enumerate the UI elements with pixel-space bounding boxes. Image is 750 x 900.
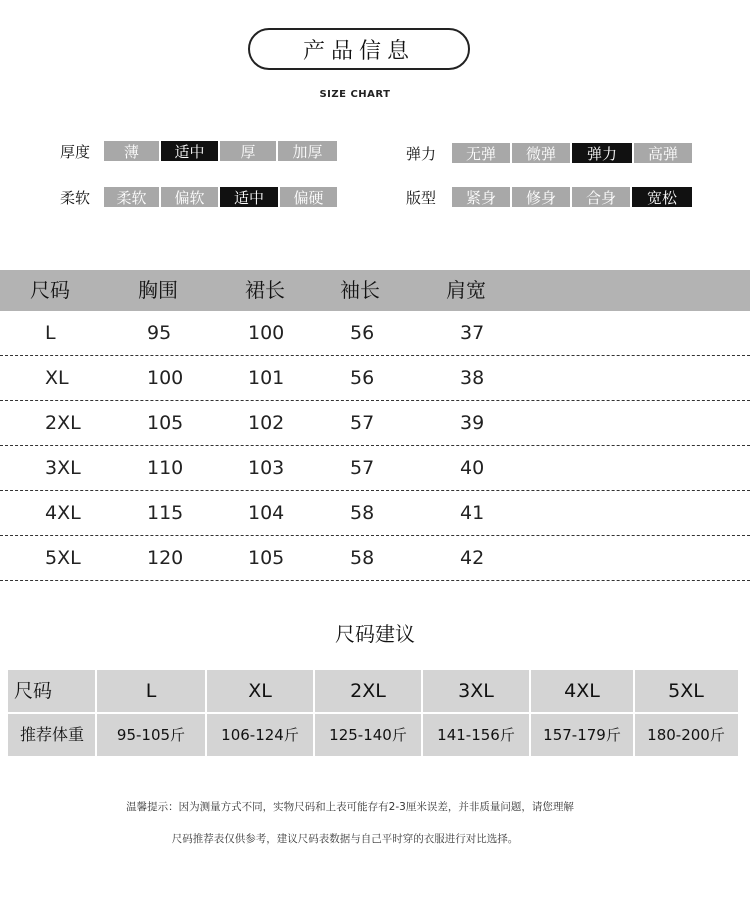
rec-weight-2XL: 125-140斤 (329, 726, 407, 744)
disclaimer-note: 温馨提示：因为测量方式不同，实物尺码和上表可能存有2-3厘米误差，并非质量问题，请您理解 (126, 801, 574, 813)
rec-weight-5XL: 180-200斤 (647, 726, 725, 744)
option-fairly-soft: 偏软 (161, 187, 218, 207)
rec-weight-label: 推荐体重 (19, 725, 84, 744)
rec-size-4XL: 4XL (564, 680, 600, 702)
rec-size-L: L (145, 680, 157, 702)
cell-bust: 100 (147, 367, 184, 389)
rec-weight-row (8, 714, 738, 756)
rec-weight-XL: 106-124斤 (221, 726, 299, 744)
option-stretch-selected: 弹力 (572, 143, 632, 163)
table-row (0, 536, 750, 581)
cell-size: 3XL (45, 457, 81, 479)
option-slim: 修身 (512, 187, 570, 207)
option-thin: 薄 (104, 141, 159, 161)
page-title-text: 产品信息 (302, 38, 415, 64)
cell-sleeve-length: 56 (350, 322, 375, 344)
cell-dress-length: 100 (248, 322, 285, 344)
size-table-header (0, 270, 750, 311)
rec-size-2XL: 2XL (350, 680, 386, 702)
cell-size: 5XL (45, 547, 81, 569)
header-bust: 胸围 (138, 278, 178, 302)
rec-size-label: 尺码 (14, 680, 53, 702)
reference-note: 尺码推荐表仅供参考，建议尺码表数据与自己平时穿的衣服进行对比选择。 (171, 833, 519, 845)
option-moderate-selected: 适中 (161, 141, 218, 161)
cell-size: 4XL (45, 502, 81, 524)
cell-bust: 105 (147, 412, 184, 434)
rec-weight-L: 95-105斤 (116, 726, 186, 744)
option-regular: 合身 (572, 187, 630, 207)
size-chart-subtitle: SIZE CHART (319, 89, 391, 100)
header-size: 尺码 (30, 278, 70, 302)
cell-sleeve-length: 58 (350, 547, 375, 569)
cell-dress-length: 103 (248, 457, 285, 479)
cell-dress-length: 104 (248, 502, 285, 524)
size-recommendation-table (8, 670, 738, 756)
cell-shoulder-width: 39 (460, 412, 485, 434)
table-row (0, 446, 750, 491)
attribute-elasticity (406, 143, 694, 163)
cell-shoulder-width: 40 (460, 457, 485, 479)
cell-size: XL (45, 367, 69, 389)
rec-size-XL: XL (248, 680, 272, 702)
rec-size-row (8, 670, 738, 712)
rec-column-divider (205, 670, 207, 756)
option-loose-selected: 宽松 (632, 187, 692, 207)
rec-size-5XL: 5XL (668, 680, 704, 702)
table-row (0, 491, 750, 536)
header-shoulder-width: 肩宽 (446, 278, 486, 302)
cell-dress-length: 105 (248, 547, 285, 569)
size-recommendation-title: 尺码建议 (335, 622, 415, 646)
option-tight: 紧身 (452, 187, 510, 207)
rec-column-divider (95, 670, 97, 756)
cell-bust: 110 (147, 457, 184, 479)
cell-shoulder-width: 38 (460, 367, 485, 389)
cell-shoulder-width: 42 (460, 547, 485, 569)
cell-sleeve-length: 58 (350, 502, 375, 524)
page-title (248, 28, 470, 70)
rec-size-3XL: 3XL (458, 680, 494, 702)
attribute-label: 版型 (406, 188, 437, 207)
rec-column-divider (529, 670, 531, 756)
header-dress-length: 裙长 (245, 278, 285, 302)
option-thick: 厚 (220, 141, 276, 161)
cell-shoulder-width: 41 (460, 502, 485, 524)
cell-bust: 95 (147, 322, 172, 344)
rec-weight-3XL: 141-156斤 (437, 726, 515, 744)
attribute-softness (60, 187, 339, 207)
attribute-label: 柔软 (60, 188, 91, 207)
rec-row-divider (8, 712, 738, 714)
table-row (0, 356, 750, 401)
cell-dress-length: 102 (248, 412, 285, 434)
cell-sleeve-length: 57 (350, 457, 375, 479)
option-slight-stretch: 微弹 (512, 143, 570, 163)
table-row (0, 311, 750, 356)
attribute-fit (406, 187, 694, 207)
header-sleeve-length: 袖长 (340, 278, 380, 302)
cell-bust: 115 (147, 502, 184, 524)
rec-weight-4XL: 157-179斤 (543, 726, 621, 744)
cell-dress-length: 101 (248, 367, 285, 389)
attribute-thickness (60, 141, 339, 161)
attribute-label: 厚度 (60, 142, 91, 161)
rec-column-divider (633, 670, 635, 756)
cell-size: 2XL (45, 412, 81, 434)
cell-sleeve-length: 57 (350, 412, 375, 434)
attribute-label: 弹力 (406, 144, 437, 163)
option-fairly-hard: 偏硬 (280, 187, 337, 207)
rec-column-divider (421, 670, 423, 756)
rec-column-divider (313, 670, 315, 756)
cell-size: L (45, 322, 56, 344)
cell-bust: 120 (147, 547, 184, 569)
option-moderate-selected: 适中 (220, 187, 278, 207)
cell-shoulder-width: 37 (460, 322, 485, 344)
table-row (0, 401, 750, 446)
option-soft: 柔软 (104, 187, 159, 207)
option-high-stretch: 高弹 (634, 143, 692, 163)
option-extra-thick: 加厚 (278, 141, 337, 161)
cell-sleeve-length: 56 (350, 367, 375, 389)
option-no-stretch: 无弹 (452, 143, 510, 163)
